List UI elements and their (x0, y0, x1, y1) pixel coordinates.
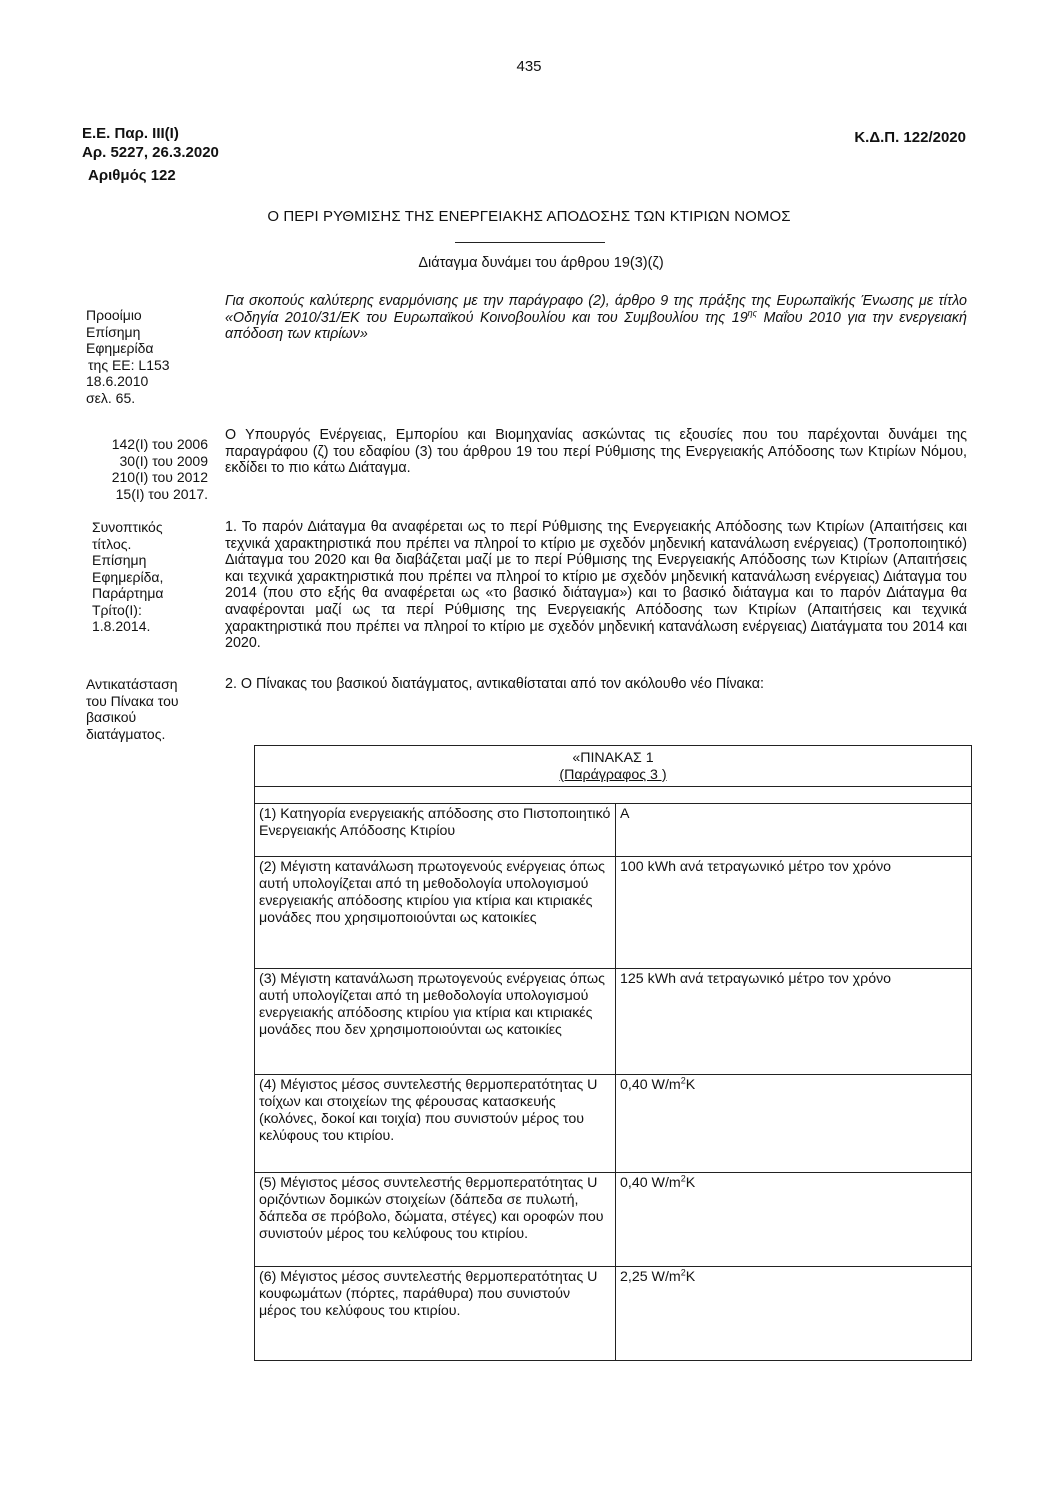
table-caption-title: «ΠΙΝΑΚΑΣ 1 (572, 750, 654, 766)
margin-line: Παράρτημα (92, 585, 164, 601)
margin-line: Αντικατάσταση (86, 676, 178, 692)
title-divider (455, 242, 605, 243)
margin-line: 210(Ι) του 2012 (111, 469, 208, 485)
enacting-clause-text: Ο Υπουργός Ενέργειας, Εμπορίου και Βιομηχανίας ασκώντας τις εξουσίες που του παρέχονται δυνάμει της παραγράφου (ζ) του εδαφίου (3) του άρθρου 19 του περί Ρύθμισης της Ενεργειακής Απόδοσης των Κτιρίων Νόμου, εκδίδει το πιο κάτω Διάταγμα. (225, 427, 967, 477)
law-title: Ο ΠΕΡΙ ΡΥΘΜΙΣΗΣ ΤΗΣ ΕΝΕΡΓΕΙΑΚΗΣ ΑΠΟΔΟΣΗΣ ΤΩΝ ΚΤΙΡΙΩΝ ΝΟΜΟΣ (267, 208, 791, 225)
table-row (255, 804, 972, 857)
margin-line: 18.6.2010 (86, 373, 149, 389)
short-title-margin-note (92, 519, 218, 635)
requirement-value (616, 1267, 972, 1361)
table-caption-row (255, 746, 972, 787)
table-spacer-row (255, 787, 972, 804)
gazette-reference (82, 124, 219, 162)
preamble-margin-note (86, 307, 212, 406)
table-spacer (255, 787, 972, 804)
margin-line: 1.8.2014. (92, 618, 151, 634)
gazette-issue: Αρ. 5227, 26.3.2020 (82, 144, 219, 161)
margin-line: της ΕΕ: L153 (88, 356, 170, 373)
laws-margin-note (80, 436, 208, 502)
enacting-clause (225, 427, 967, 477)
value-text: 0,40 W/m (620, 1175, 681, 1191)
table-row (255, 1075, 972, 1173)
margin-line: Συνοπτικός (92, 519, 163, 535)
kdp-reference: Κ.Δ.Π. 122/2020 (854, 129, 966, 146)
table-row (255, 969, 972, 1075)
requirement-value (616, 857, 972, 969)
margin-line: Τρίτο(Ι): (92, 601, 142, 618)
gazette-part: Ε.Ε. Παρ. ΙΙΙ(Ι) (82, 125, 179, 142)
table-row (255, 1267, 972, 1361)
value-text: 125 kWh ανά τετραγωνικό μέτρο τον χρόνο (620, 971, 892, 987)
requirement-label: (2) Μέγιστη κατανάλωση πρωτογενούς ενέργειας όπως αυτή υπολογίζεται από τη μεθοδολογία υπολογισμού ενεργειακής απόδοσης κτιρίου για κτίρια και κτιριακές μονάδες που χρησιμοποιούνται ως κατοικίες (255, 857, 616, 969)
preamble-text-part: Για σκοπούς καλύτερης εναρμόνισης με την παράγραφο (2), άρθρο 9 της πράξης της Ευρωπαϊκής Ένωσης με τίτλο «Οδηγία 2010/31/ΕΚ του Ευρωπαϊκού Κοινοβουλίου και του Συμβουλίου της 19 (225, 293, 967, 326)
margin-line: Επίσημη (86, 323, 141, 340)
margin-line: Επίσημη (92, 552, 147, 568)
energy-requirements-table (254, 745, 972, 1361)
requirement-label: (1) Κατηγορία ενεργειακής απόδοσης στο Πιστοποιητικό Ενεργειακής Απόδοσης Κτιρίου (255, 804, 616, 857)
requirement-value (616, 1075, 972, 1173)
value-text: 0,40 W/m (620, 1077, 681, 1093)
value-text: 2,25 W/m (620, 1269, 681, 1285)
margin-line: τίτλος. (92, 535, 132, 552)
section-1 (225, 519, 967, 652)
margin-line: Εφημερίδα (86, 340, 154, 356)
table-caption-paragraph: (Παράγραφος 3 ) (559, 767, 667, 783)
margin-line: Εφημερίδα, (92, 568, 164, 585)
value-unit: K (685, 1175, 696, 1191)
margin-line: 30(Ι) του 2009 (119, 452, 208, 469)
requirement-label: (6) Μέγιστος μέσος συντελεστής θερμοπερατότητας U κουφωμάτων (πόρτες, παράθυρα) που συνιστούν μέρος του κελύφους του κτιρίου. (255, 1267, 616, 1361)
preamble-text-part: Μαΐου 2010 για την ενεργειακή απόδοση των κτιρίων» (225, 309, 967, 343)
regulation-number: Αριθμός 122 (88, 167, 176, 184)
table-row (255, 857, 972, 969)
requirement-label: (4) Μέγιστος μέσος συντελεστής θερμοπερατότητας U τοίχων και στοιχείων της φέρουσας κατασκευής (κολόνες, δοκοί και τοιχία) που συνιστούν μέρος του κελύφους του κτιρίου. (255, 1075, 616, 1173)
preamble-text (225, 293, 967, 343)
replacement-margin-note (86, 676, 212, 742)
section-2 (225, 676, 967, 693)
value-text: A (620, 806, 630, 822)
superscript: 2 (680, 1075, 686, 1086)
superscript: 2 (680, 1173, 686, 1184)
section-2-text: 2. Ο Πίνακας του βασικού διατάγματος, αντικαθίσταται από τον ακόλουθο νέο Πίνακα: (225, 676, 765, 692)
page-number: 435 (516, 58, 542, 75)
margin-line: διατάγματος. (86, 725, 166, 742)
margin-line: σελ. 65. (86, 389, 136, 406)
table-caption (255, 746, 972, 787)
requirement-label: (5) Μέγιστος μέσος συντελεστής θερμοπερατότητας U οριζόντιων δομικών στοιχείων (δάπεδα σε πυλωτή, δάπεδα σε πρόβολο, δώματα, στέγες) και οροφών που συνιστούν μέρος του κελύφους του κτιρίου. (255, 1173, 616, 1267)
margin-line: Προοίμιο (86, 307, 142, 323)
superscript: ης (747, 307, 758, 318)
margin-line: 142(Ι) του 2006 (111, 436, 208, 452)
margin-line: του Πίνακα του (86, 692, 179, 709)
value-text: 100 kWh ανά τετραγωνικό μέτρο τον χρόνο (620, 859, 892, 875)
value-unit: K (685, 1077, 696, 1093)
requirement-value (616, 804, 972, 857)
margin-line: 15(Ι) του 2017. (115, 485, 208, 502)
section-1-text: 1. Το παρόν Διάταγμα θα αναφέρεται ως το περί Ρύθμισης της Ενεργειακής Απόδοσης των Κτιρίων (Απαιτήσεις και τεχνικά χαρακτηριστικά που πρέπει να πληροί το κτίριο με σχεδόν μηδενική κατανάλωση ενέργειας) (Τροποποιητικό) Διάταγμα του 2020 και θα διαβάζεται μαζί με το περί Ρύθμισης της Ενεργειακής Απόδοσης των Κτιρίων (Απαιτήσεις και τεχνικά χαρακτηριστικά που πρέπει να πληροί το κτίριο με σχεδόν μηδενική κατανάλωση ενέργειας) Διάταγμα του 2014 (που στο εξής θα αναφέρεται ως «το βασικό διάταγμα») και το βασικό διάταγμα και το παρόν Διάταγμα θα αναφέρονται μαζί ως τα περί Ρύθμισης της Ενεργειακής Απόδοσης των Κτιρίων (Απαιτήσεις και τεχνικά χαρακτηριστικά που πρέπει να πληροί το κτίριο με σχεδόν μηδενική κατανάλωση ενέργειας) Διατάγματα του 2014 και 2020. (225, 519, 967, 652)
table-row (255, 1173, 972, 1267)
margin-line: βασικού (86, 709, 137, 725)
requirement-value (616, 1173, 972, 1267)
decree-subtitle: Διάταγμα δυνάμει του άρθρου 19(3)(ζ) (418, 255, 664, 271)
requirement-value (616, 969, 972, 1075)
value-unit: K (685, 1269, 696, 1285)
requirement-label: (3) Μέγιστη κατανάλωση πρωτογενούς ενέργειας όπως αυτή υπολογίζεται από τη μεθοδολογία υπολογισμού ενεργειακής απόδοσης κτιρίου για κτίρια και κτιριακές μονάδες που δεν χρησιμοποιούνται ως κατοικίες (255, 969, 616, 1075)
superscript: 2 (680, 1267, 686, 1278)
